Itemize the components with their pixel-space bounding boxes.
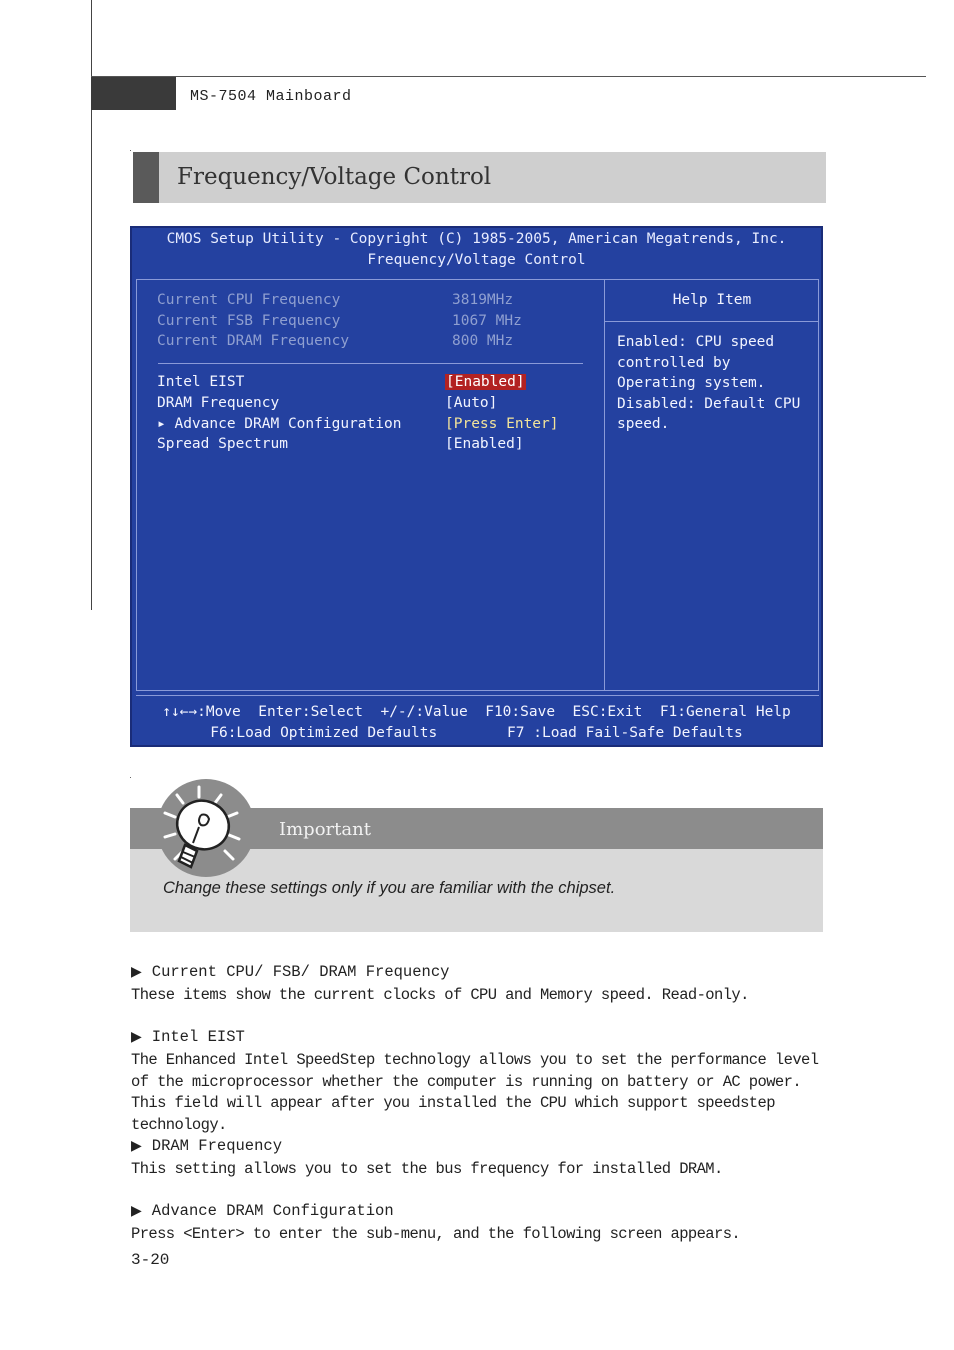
crop-mark (130, 150, 131, 151)
item-description: These items show the current clocks of CPU and Memory speed. Read-only. (131, 986, 749, 1004)
bios-footer-rule (136, 695, 819, 696)
lightbulb-icon (157, 779, 255, 877)
item-description: The Enhanced Intel SpeedStep technology allows you to set the performance level of the microprocessor whether the computer is running on battery or AC power. This field will appear after you installed the CPU which support speedstep technology. (131, 1051, 819, 1134)
help-line: Disabled: Default CPU (617, 395, 801, 412)
page-header: MS-7504 Mainboard (190, 88, 352, 105)
bios-menu-title: Frequency/Voltage Control (367, 252, 586, 268)
setting-advance-dram[interactable]: ▸ Advance DRAM Configuration (157, 416, 402, 432)
bios-key-legend-defaults: F6:Load Optimized Defaults F7 :Load Fail-Safe Defaults (210, 725, 743, 741)
item-description: This setting allows you to set the bus frequency for installed DRAM. (131, 1160, 723, 1178)
item-heading-text: Current CPU/ FSB/ DRAM Frequency (151, 963, 450, 981)
bios-section-separator (158, 363, 583, 364)
help-line: speed. (617, 416, 670, 433)
setting-advance-dram-value[interactable]: [Press Enter] (445, 416, 559, 432)
item-heading-text: Intel EIST (151, 1028, 245, 1046)
important-text: Change these settings only if you are familiar with the chipset. (163, 879, 616, 897)
info-value-dram: 800 MHz (452, 333, 514, 349)
header-rule (91, 76, 926, 77)
crop-mark (130, 777, 131, 778)
item-heading-text: DRAM Frequency (151, 1137, 283, 1155)
setting-spread-spectrum-value[interactable]: [Enabled] (445, 436, 524, 452)
help-line: Operating system. (617, 375, 766, 392)
setting-dram-frequency-value[interactable]: [Auto] (445, 395, 498, 411)
item-heading (131, 963, 449, 981)
bios-screenshot (130, 226, 823, 747)
setting-spread-spectrum[interactable]: Spread Spectrum (157, 436, 288, 452)
selected-value[interactable]: [Enabled] (446, 374, 525, 390)
page-number: 3-20 (131, 1251, 170, 1269)
bullet-triangle-icon: ▶ (131, 1138, 142, 1154)
item-heading (131, 1028, 245, 1046)
bios-key-legend: ↑↓←→:Move Enter:Select +/-/:Value F10:Save ESC:Exit F1:General Help (162, 704, 791, 720)
section-accent (133, 152, 159, 203)
bullet-triangle-icon: ▶ (131, 1029, 142, 1045)
section-title: Frequency/Voltage Control (177, 164, 492, 190)
help-line: controlled by (617, 354, 731, 371)
help-header-rule (605, 321, 819, 322)
bullet-triangle-icon: ▶ (131, 1203, 142, 1219)
section-title-bar (133, 152, 826, 203)
bullet-triangle-icon: ▶ (131, 964, 142, 980)
info-label-fsb: Current FSB Frequency (157, 313, 341, 329)
setting-intel-eist[interactable]: Intel EIST (157, 374, 245, 390)
item-description: Press <Enter> to enter the sub-menu, and the following screen appears. (131, 1225, 741, 1243)
info-value-cpu: 3819MHz (452, 292, 514, 308)
bios-main-panel (136, 279, 819, 691)
bios-panel-divider (604, 280, 605, 690)
setting-dram-frequency[interactable]: DRAM Frequency (157, 395, 280, 411)
bios-title: CMOS Setup Utility - Copyright (C) 1985-2005, American Megatrends, Inc. (166, 231, 787, 247)
header-block (91, 77, 176, 110)
setting-intel-eist-value[interactable] (445, 374, 526, 390)
info-value-fsb: 1067 MHz (452, 313, 522, 329)
item-heading (131, 1202, 394, 1220)
item-heading (131, 1137, 282, 1155)
lightbulb-badge (157, 779, 255, 877)
help-line: Enabled: CPU speed (617, 334, 775, 350)
item-heading-text: Advance DRAM Configuration (151, 1202, 394, 1220)
info-label-cpu: Current CPU Frequency (157, 292, 341, 308)
info-label-dram: Current DRAM Frequency (157, 333, 350, 349)
help-title: Help Item (672, 292, 752, 308)
help-text (617, 332, 813, 435)
important-label: Important (279, 819, 371, 840)
